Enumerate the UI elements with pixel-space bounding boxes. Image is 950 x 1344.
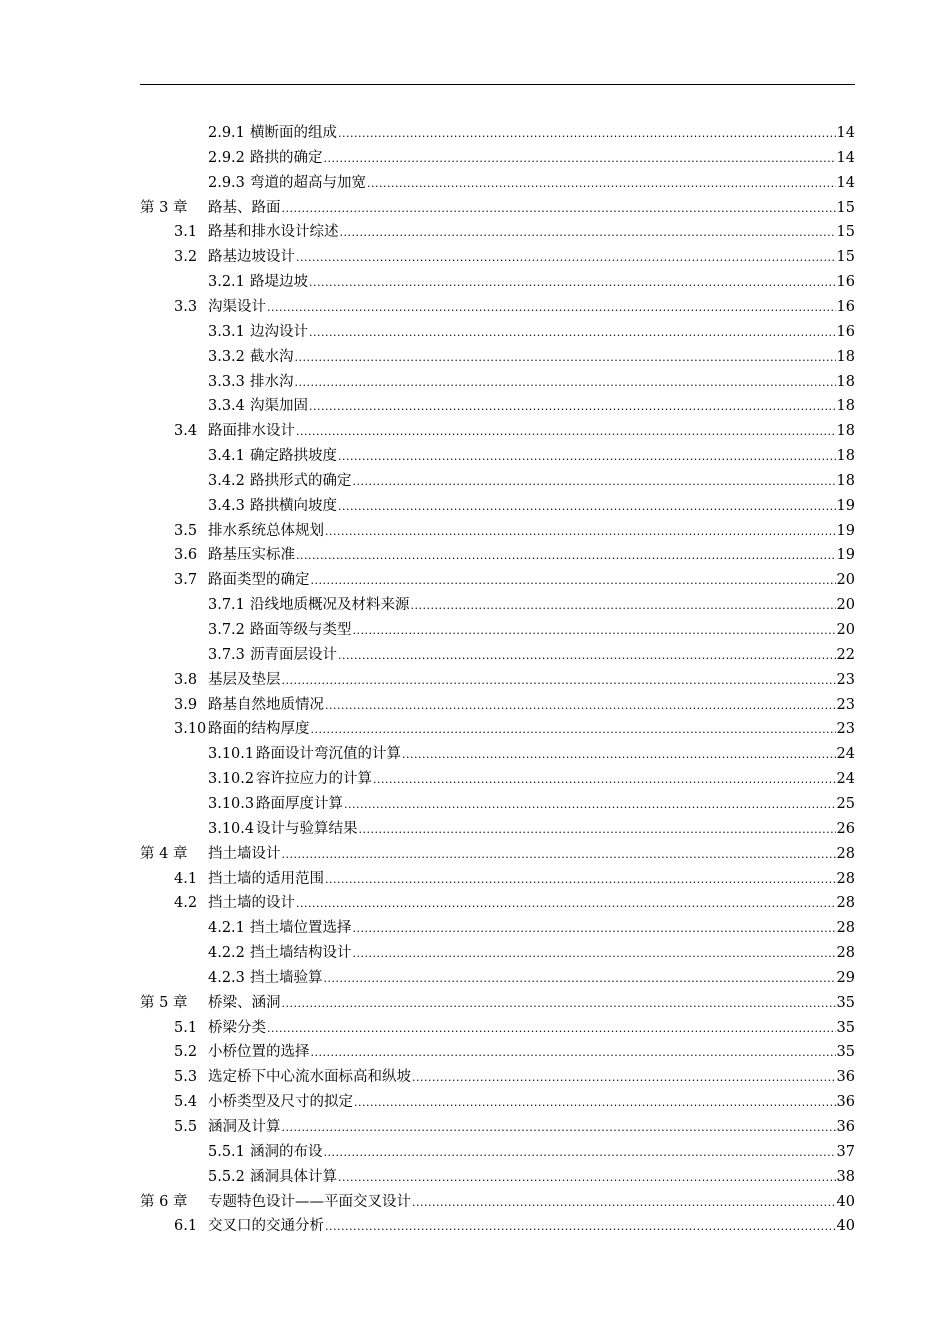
dot-leader [296,544,836,568]
toc-entry-page: 23 [836,696,855,713]
dot-leader [309,321,836,345]
dot-leader [373,768,836,792]
toc-entry-page: 28 [836,920,855,937]
toc-entry[interactable] [140,991,855,1015]
dot-leader [353,917,836,941]
toc-entry-number: 4.2.3 [208,969,245,986]
toc-entry-title: 路堤边坡 [250,274,308,291]
toc-entry-page: 14 [836,149,855,166]
toc-entry[interactable] [140,196,855,220]
toc-entry[interactable] [174,668,855,692]
toc-entry-title: 小桥位置的选择 [208,1044,310,1061]
toc-entry-page: 37 [836,1143,855,1160]
dot-leader [282,669,836,693]
toc-entry-page: 16 [836,298,855,315]
toc-entry[interactable] [174,220,855,244]
dot-leader [282,197,836,221]
toc-entry-title: 弯道的超高与加宽 [250,174,366,191]
toc-entry-number: 3.4.2 [208,472,245,489]
toc-entry-number: 第 3 章 [140,199,188,216]
toc-entry-title: 路基压实标准 [208,547,295,564]
toc-entry[interactable] [208,742,855,766]
toc-entry[interactable] [174,891,855,915]
toc-entry-title: 小桥类型及尺寸的拟定 [208,1094,353,1111]
toc-entry-page: 20 [836,622,855,638]
toc-entry-number: 3.3.3 [208,373,245,390]
toc-entry[interactable] [174,245,855,269]
toc-entry[interactable] [174,1065,855,1089]
toc-entry-title: 设计与验算结果 [256,820,358,837]
toc-entry[interactable] [174,1115,855,1139]
dot-leader [296,246,836,270]
toc-entry[interactable] [208,643,855,667]
dot-leader [353,470,836,494]
toc-entry[interactable] [208,618,855,642]
dot-leader [338,495,836,519]
toc-entry-number: 3.10.2 [208,771,255,788]
toc-entry-page: 14 [836,125,855,141]
toc-entry-number: 3.10.1 [208,746,255,763]
toc-entry-page: 36 [836,1069,855,1086]
toc-entry-number: 4.1 [174,870,198,887]
toc-entry-page: 19 [836,522,855,539]
toc-entry-title: 路面类型的确定 [208,572,310,589]
toc-entry-number: 3.7.2 [208,622,245,638]
toc-entry[interactable] [174,693,855,717]
toc-entry-page: 15 [836,224,855,241]
toc-entry-page: 23 [836,721,855,738]
toc-entry-number: 2.9.3 [208,174,245,191]
toc-entry-page: 35 [836,994,855,1011]
toc-entry-number: 3.3.1 [208,323,245,340]
dot-leader [309,395,836,419]
toc-entry-title: 边沟设计 [250,323,308,340]
toc-entry-title: 挡土墙设计 [208,845,281,862]
toc-entry-title: 涵洞具体计算 [250,1168,337,1185]
toc-entry-page: 19 [836,497,855,514]
toc-entry[interactable] [174,295,855,319]
dot-leader [402,743,836,767]
toc-entry[interactable] [208,916,855,940]
toc-entry[interactable] [208,941,855,965]
toc-entry-number: 3.10.3 [208,795,255,812]
toc-entry-number: 5.4 [174,1094,198,1111]
toc-entry[interactable] [208,593,855,617]
toc-entry[interactable] [208,469,855,493]
toc-entry-page: 16 [836,274,855,291]
dot-leader [296,420,836,444]
toc-entry[interactable] [174,419,855,443]
dot-leader [412,1066,836,1090]
dot-leader [311,1041,836,1065]
toc-entry-page: 36 [836,1094,855,1111]
toc-entry-title: 确定路拱坡度 [250,448,337,465]
toc-entry[interactable] [174,543,855,567]
toc-entry[interactable] [174,568,855,592]
toc-entry-page: 29 [836,969,855,986]
toc-entry-page: 16 [836,323,855,340]
toc-entry-number: 3.7 [174,572,198,589]
dot-leader [324,967,836,991]
toc-entry-page: 26 [836,820,855,837]
dot-leader [324,1141,836,1165]
toc-entry-page: 28 [836,845,855,862]
toc-entry[interactable] [208,494,855,518]
toc-entry-page: 24 [836,771,855,788]
toc-entry-title: 涵洞及计算 [208,1119,281,1135]
toc-entry-page: 20 [836,572,855,589]
toc-entry-title: 横断面的组成 [250,125,337,141]
toc-entry-title: 路基自然地质情况 [208,696,324,713]
toc-entry-number: 3.1 [174,224,198,241]
toc-entry-number: 3.5 [174,522,198,539]
toc-entry-title: 路面排水设计 [208,423,295,440]
toc-entry-number: 3.3.4 [208,398,245,415]
toc-entry[interactable] [208,792,855,816]
dot-leader [324,147,836,171]
toc-entry-title: 路拱形式的确定 [250,472,352,489]
toc-entry[interactable] [174,519,855,543]
toc-entry-number: 第 5 章 [140,994,188,1011]
toc-entry-page: 28 [836,870,855,887]
toc-entry[interactable] [208,121,855,145]
toc-entry-number: 3.2 [174,249,198,266]
toc-entry-number: 第 4 章 [140,845,188,862]
dot-leader [411,594,836,618]
toc-entry-page: 19 [836,547,855,564]
dot-leader [367,172,836,196]
toc-entry-number: 3.10 [174,721,207,738]
toc-entry-title: 路拱横向坡度 [250,497,337,514]
toc-entry-page: 40 [836,1193,855,1210]
toc-entry-number: 3.9 [174,696,198,713]
header-rule [140,84,855,85]
dot-leader [325,868,836,892]
toc-entry-number: 5.5 [174,1119,198,1135]
toc-entry[interactable] [208,1165,855,1189]
toc-entry[interactable] [174,1016,855,1040]
toc-entry-number: 3.4 [174,423,198,440]
dot-leader [295,371,836,395]
toc-entry-number: 5.2 [174,1044,198,1061]
dot-leader [338,1166,836,1190]
toc-entry-page: 23 [836,671,855,688]
toc-entry-page: 18 [836,423,855,440]
toc-entry-title: 路基边坡设计 [208,249,295,266]
toc-entry-page: 18 [836,373,855,390]
toc-entry-title: 桥梁分类 [208,1019,266,1036]
toc-entry-title: 挡土墙的适用范围 [208,870,324,887]
toc-entry-title: 排水系统总体规划 [208,522,324,539]
dot-leader [340,221,836,245]
toc-entry-title: 沥青面层设计 [250,646,337,663]
toc-entry-title: 截水沟 [250,348,294,365]
toc-entry-title: 路面厚度计算 [256,795,343,812]
toc-entry-page: 18 [836,448,855,465]
toc-entry-title: 沟渠加固 [250,398,308,415]
toc-entry-page: 24 [836,746,855,763]
dot-leader [359,818,836,842]
dot-leader [325,1215,836,1239]
toc-entry-page: 18 [836,348,855,365]
toc-entry[interactable] [208,394,855,418]
toc-entry-page: 28 [836,895,855,912]
dot-leader [325,520,836,544]
dot-leader [267,1017,836,1041]
toc-entry-number: 2.9.2 [208,149,245,166]
toc-entry-title: 路基和排水设计综述 [208,224,339,241]
toc-entry-page: 38 [836,1168,855,1185]
toc-entry-title: 挡土墙的设计 [208,895,295,912]
toc-entry-title: 桥梁、涵洞 [208,994,281,1011]
toc-entry-title: 选定桥下中心流水面标高和纵坡 [208,1069,411,1086]
toc-entry[interactable] [140,1190,855,1214]
toc-entry-number: 5.5.1 [208,1143,245,1160]
toc-entry[interactable] [174,867,855,891]
toc-entry-number: 6.1 [174,1218,198,1235]
dot-leader [338,445,836,469]
toc-entry-title: 沟渠设计 [208,298,266,315]
toc-entry-number: 4.2 [174,895,198,912]
toc-entry-title: 容许拉应力的计算 [256,771,372,788]
toc-entry-page: 36 [836,1119,855,1135]
toc-entry-page: 14 [836,174,855,191]
toc-entry-title: 路面的结构厚度 [208,721,310,738]
toc-entry-number: 第 6 章 [140,1193,188,1210]
dot-leader [353,619,836,643]
toc-entry[interactable] [140,842,855,866]
dot-leader [353,942,836,966]
toc-entry[interactable] [208,171,855,195]
toc-entry-title: 基层及垫层 [208,671,281,688]
toc-entry-number: 3.8 [174,671,198,688]
toc-entry-number: 3.4.3 [208,497,245,514]
toc-entry[interactable] [208,1140,855,1164]
toc-entry-title: 挡土墙结构设计 [250,945,352,962]
dot-leader [311,718,836,742]
toc-entry-number: 4.2.1 [208,920,245,937]
toc-entry[interactable] [174,717,855,741]
toc-entry-page: 15 [836,199,855,216]
toc-entry[interactable] [174,1040,855,1064]
dot-leader [325,694,836,718]
dot-leader [309,271,836,295]
toc-entry-number: 3.7.1 [208,597,245,614]
toc-entry[interactable] [208,444,855,468]
toc-entry[interactable] [174,1090,855,1114]
toc-entry-number: 5.1 [174,1019,198,1036]
toc-entry-title: 专题特色设计——平面交叉设计 [208,1193,411,1210]
dot-leader [296,892,836,916]
dot-leader [338,122,836,146]
dot-leader [267,296,836,320]
toc-entry-number: 3.2.1 [208,274,245,291]
toc-entry[interactable] [208,767,855,791]
toc-entry-number: 3.7.3 [208,646,245,663]
toc-entry-page: 35 [836,1019,855,1036]
toc-entry[interactable] [174,1214,855,1238]
toc-entry[interactable] [208,146,855,170]
toc-entry-title: 挡土墙验算 [250,969,323,986]
toc-entry-page: 35 [836,1044,855,1061]
toc-entry-page: 25 [836,795,855,812]
toc-entry-page: 20 [836,597,855,614]
toc-entry-title: 涵洞的布设 [250,1143,323,1160]
toc-entry-title: 路面设计弯沉值的计算 [256,746,401,763]
dot-leader [295,346,836,370]
toc-entry[interactable] [208,817,855,841]
toc-entry-number: 3.3 [174,298,198,315]
toc-entry-title: 交叉口的交通分析 [208,1218,324,1235]
toc-entry-number: 3.3.2 [208,348,245,365]
dot-leader [354,1091,836,1115]
toc-entry-page: 40 [836,1218,855,1235]
toc-entry-number: 5.5.2 [208,1168,245,1185]
toc-entry-title: 挡土墙位置选择 [250,920,352,937]
dot-leader [282,1116,836,1140]
dot-leader [344,793,836,817]
toc-entry-page: 28 [836,945,855,962]
toc-entry[interactable] [208,345,855,369]
toc-entry[interactable] [208,966,855,990]
toc-entry-number: 5.3 [174,1069,198,1086]
toc-entry-page: 22 [836,646,855,663]
toc-entry-number: 3.6 [174,547,198,564]
toc-entry-title: 路拱的确定 [250,149,323,166]
toc-entry-number: 2.9.1 [208,125,245,141]
dot-leader [282,992,836,1016]
dot-leader [412,1191,836,1215]
toc-entry[interactable] [208,370,855,394]
toc-entry-number: 4.2.2 [208,945,245,962]
toc-entry-number: 3.10.4 [208,820,255,837]
dot-leader [311,569,836,593]
toc-entry-title: 路面等级与类型 [250,622,352,638]
toc-entry-title: 排水沟 [250,373,294,390]
toc-entry-title: 路基、路面 [208,199,281,216]
toc-entry-page: 18 [836,472,855,489]
toc-entry[interactable] [208,270,855,294]
toc-entry-title: 沿线地质概况及材料来源 [250,597,410,614]
toc-entry-page: 18 [836,398,855,415]
toc-entry[interactable] [208,320,855,344]
dot-leader [338,644,836,668]
dot-leader [282,843,836,867]
toc-entry-number: 3.4.1 [208,448,245,465]
toc-entry-page: 15 [836,249,855,266]
